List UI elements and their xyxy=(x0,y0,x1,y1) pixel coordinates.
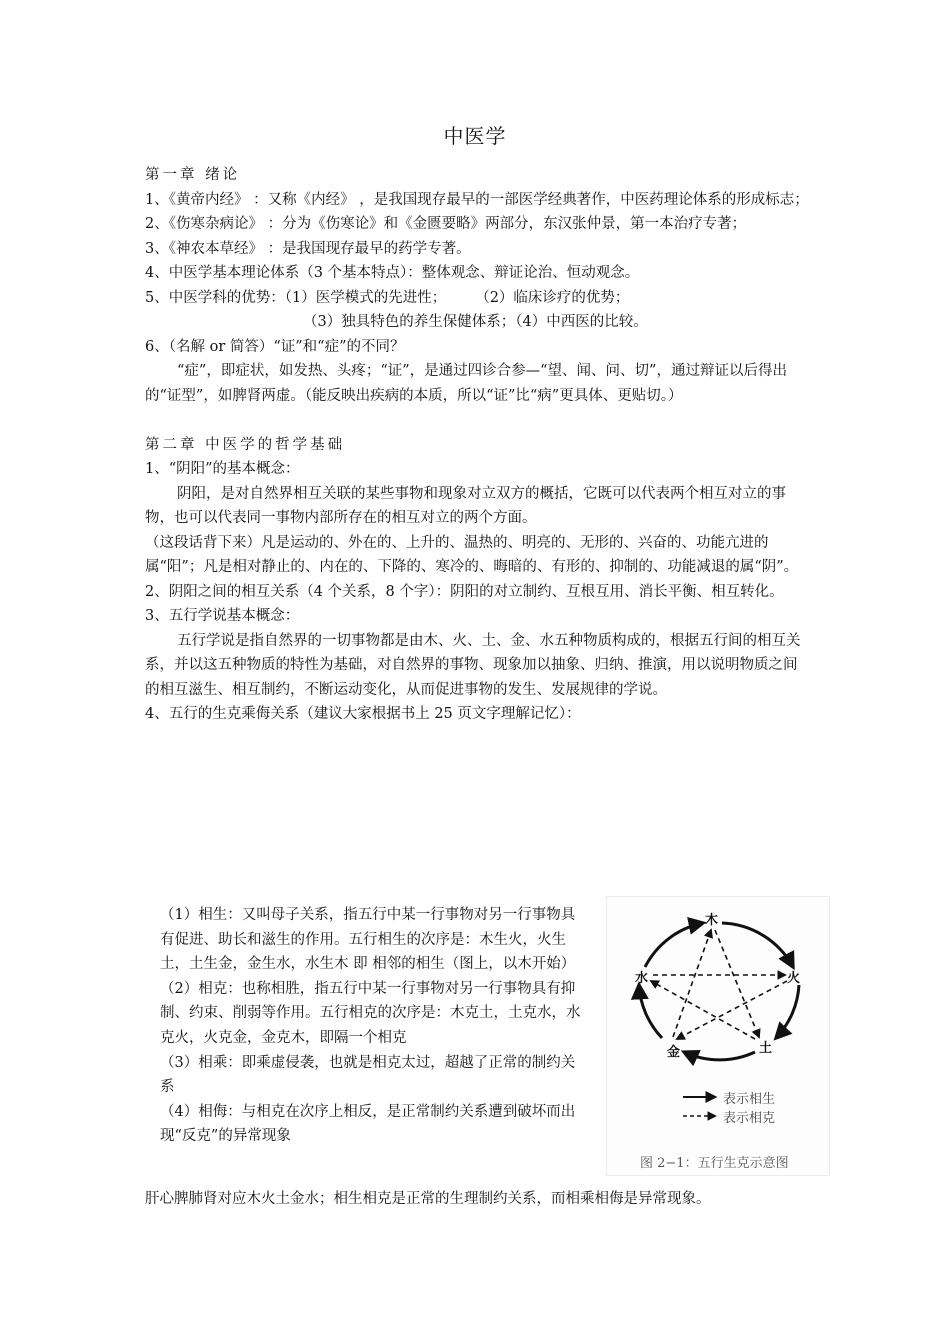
relation-generate: （1）相生：又叫母子关系，指五行中某一行事物对另一行事物具有促进、助长和滋生的作用。五行相生的次序是：木生火，火生土，土生金，金生水，水生木 即 相邻的相生（图上，以木开始） xyxy=(160,907,576,973)
arc-fire-earth xyxy=(776,985,799,1038)
relation-overact: （3）相乘：即乘虚侵袭，也就是相克太过，超越了正常的制约关系 xyxy=(160,1054,576,1096)
figure-caption: 图 2−1：五行生克示意图 xyxy=(640,1156,789,1171)
item-2: 2、《伤寒杂病论》 ：分为《伤寒论》和《金匮要略》两部分，东汉张仲景，第一本治疗专著； xyxy=(145,216,747,232)
item-5-line-1: 5、中医学科的优势：（1）医学模式的先进性； （2）临床诊疗的优势； xyxy=(145,289,630,306)
dash-metal-wood xyxy=(673,930,711,1037)
item-4: 4、中医学基本理论体系（3 个基本特点）：整体观念、辩证论治、恒动观念。 xyxy=(145,265,640,281)
node-metal: 金 xyxy=(667,1045,681,1060)
chapter-2-heading: 第二章 中医学的哲学基础 xyxy=(145,436,346,453)
wuxing-body: 五行学说是指自然界的一切事物都是由木、火、土、金、水五种物质构成的，根据五行间的相互关系，并以这五种物质的特性为基础，对自然界的事物、现象加以抽象、归纳、推演，用以说明物质之间的相互滋生、相互制约，不断运动变化，从而促进事物的发生、发展规律的学说。 xyxy=(145,632,801,698)
item-6-question: 6、（名解 or 简答）“证”和“症”的不同？ xyxy=(145,338,405,355)
arc-metal-water xyxy=(639,985,662,1038)
wuxing-relations-list xyxy=(160,903,585,1149)
yinyang-body: 阴阳，是对自然界相互关联的某些事物和现象对立双方的概括，它既可以代表两个相互对立的事物，也可以代表同一事物内部所存在的相互对立的两个方面。 xyxy=(145,485,786,526)
item-6-answer: “症”，即症状，如发热、头疼；“证”，是通过四诊合参—“望、闻、问、切”，通过辩证以后得出的“证型”，如脾肾两虚。（能反映出疾病的本质，所以“证”比“病”更具体、更贴切。） xyxy=(145,363,787,404)
wuxing-relations-title: 4、五行的生克乘侮关系（建议大家根据书上 25 页文字理解记忆）： xyxy=(145,706,581,722)
relation-insult: （4）相侮：与相克在次序上相反，是正常制约关系遭到破坏而出现“反克”的异常现象 xyxy=(160,1103,576,1145)
yinyang-memo: （这段话背下来）凡是运动的、外在的、上升的、温热的、明亮的、无形的、兴奋的、功能亢进的属“阳”；凡是相对静止的、内在的、下降的、寒冷的、晦暗的、有形的、抑制的、功能减退的属“阴”。 xyxy=(145,534,799,575)
node-fire: 火 xyxy=(787,971,801,986)
legend-restrain-label: 表示相克 xyxy=(723,1111,776,1126)
arc-wood-fire xyxy=(722,923,793,967)
arc-water-wood xyxy=(645,923,703,967)
item-5-line-2: （3）独具特色的养生保健体系；（4）中西医的比较。 xyxy=(303,314,648,330)
node-earth: 土 xyxy=(759,1041,773,1056)
wuxing-diagram-graphic xyxy=(607,897,829,1175)
legend-generate-label: 表示相生 xyxy=(723,1092,776,1107)
chapter-1 xyxy=(145,163,810,727)
item-3: 3、《神农本草经》 ：是我国现存最早的药学专著。 xyxy=(145,240,471,257)
arc-earth-metal xyxy=(684,1052,755,1060)
relation-restrain: （2）相克：也称相胜，指五行中某一行事物对另一行事物具有抑制、约束、削弱等作用。五行相克的次序是：木克土，土克水，水克火，火克金，金克木，即隔一个相克 xyxy=(160,980,581,1046)
wuxing-title: 3、五行学说基本概念： xyxy=(145,608,300,624)
document-title: 中医学 xyxy=(443,124,507,148)
yinyang-title: 1、“阴阳”的基本概念： xyxy=(145,461,300,477)
chapter-1-heading: 第一章 绪论 xyxy=(145,167,241,183)
dash-fire-metal xyxy=(677,981,787,1039)
summary-line: 肝心脾肺肾对应木火土金水；相生相克是正常的生理制约关系，而相乘相侮是异常现象。 xyxy=(145,1191,711,1207)
yinyang-relations: 2、阴阳之间的相互关系（4 个关系，8 个字）：阴阳的对立制约、互根互用、消长平衡、相互转化。 xyxy=(145,583,784,600)
item-1: 1、《黄帝内经》 ：又称《内经》 ，是我国现存最早的一部医学经典著作，中医药理论体系的形成标志； xyxy=(145,191,809,208)
wuxing-diagram xyxy=(606,896,830,1176)
node-wood: 木 xyxy=(705,913,719,928)
node-water: 水 xyxy=(635,971,649,986)
